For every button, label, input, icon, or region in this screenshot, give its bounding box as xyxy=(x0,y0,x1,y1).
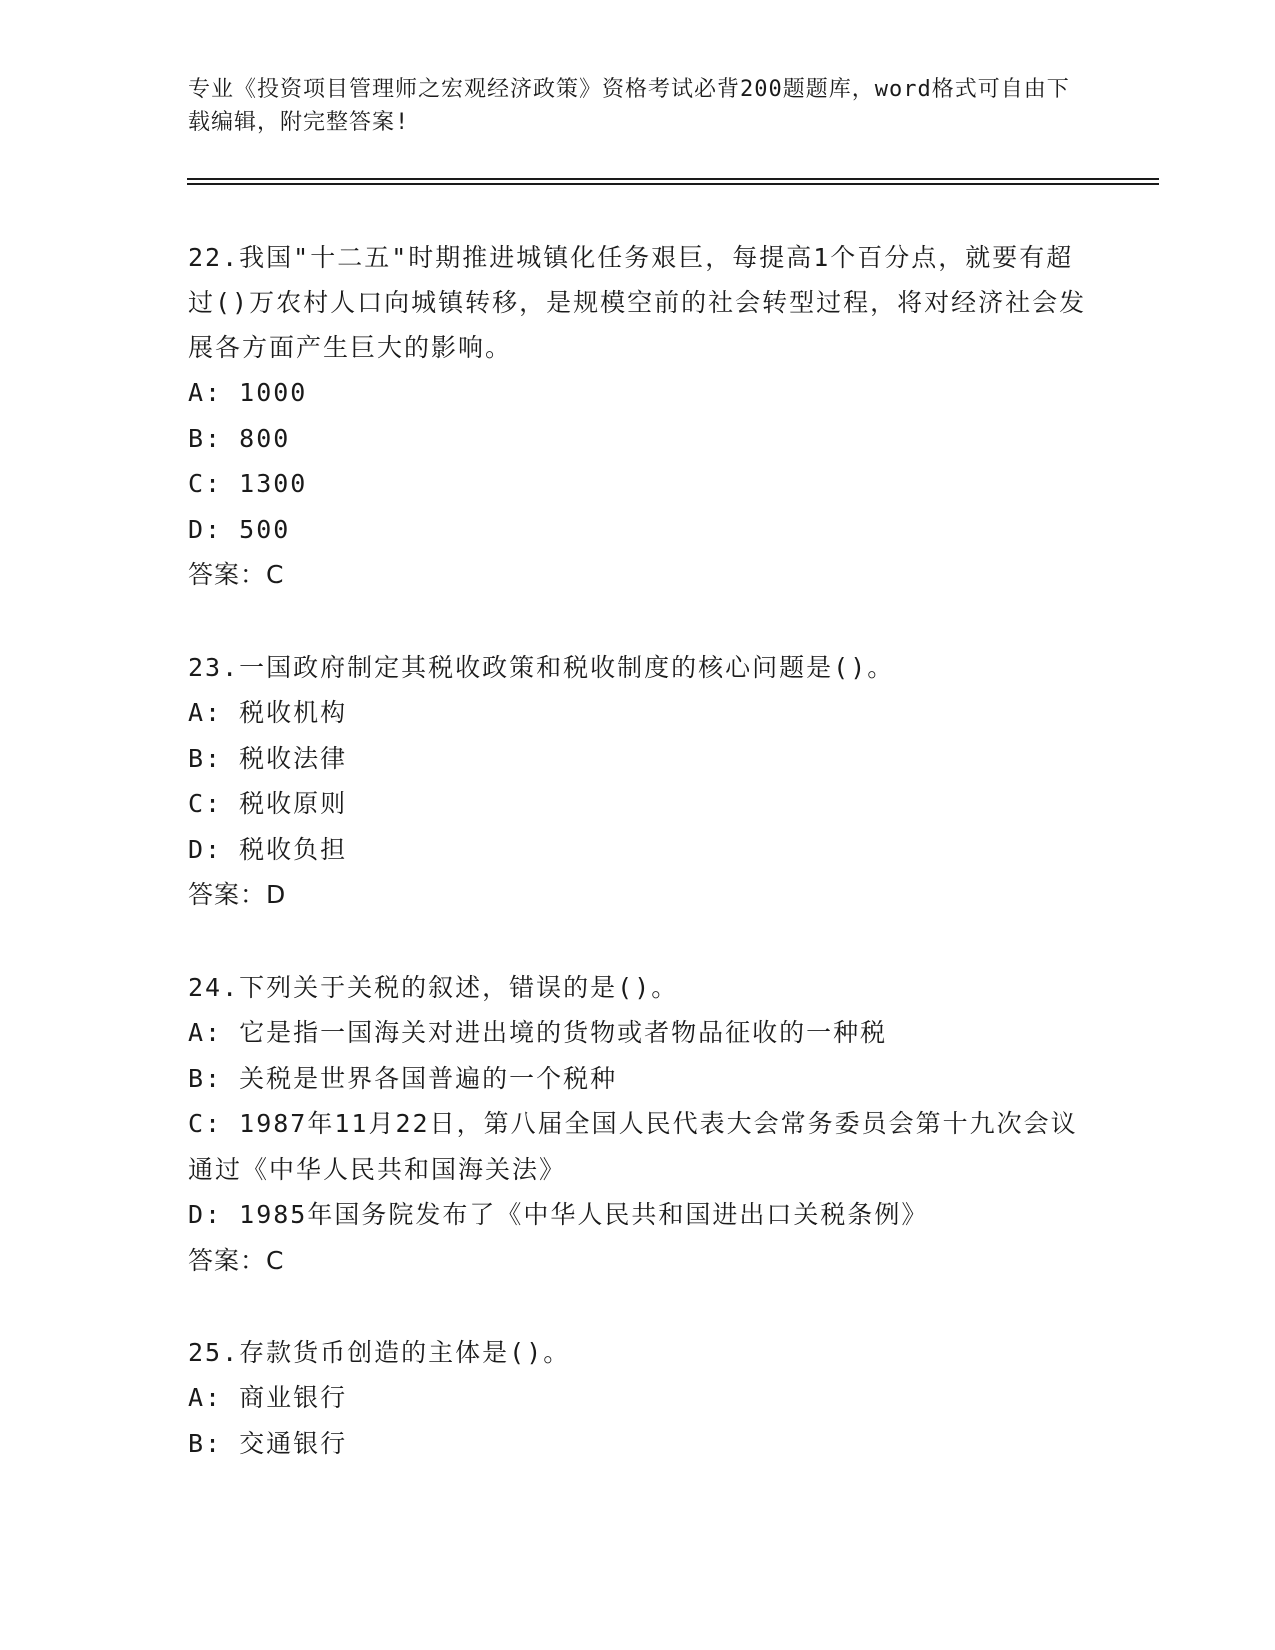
answer: 答案：C xyxy=(188,560,285,589)
question-stem: 24.下列关于关税的叙述，错误的是()。 xyxy=(188,973,679,1002)
answer: 答案：D xyxy=(188,880,287,909)
question-24 xyxy=(188,965,1088,1284)
option-d: D: 1985年国务院发布了《中华人民共和国进出口关税条例》 xyxy=(188,1200,929,1229)
option-d: D: 500 xyxy=(188,514,291,544)
option-b: B: 800 xyxy=(188,423,291,453)
option-a: A: 商业银行 xyxy=(188,1383,348,1412)
option-b: B: 税收法律 xyxy=(188,743,348,773)
header-divider-bottom xyxy=(187,183,1159,185)
question-22 xyxy=(188,235,1088,598)
option-c: C: 1300 xyxy=(188,469,308,498)
option-c: C: 税收原则 xyxy=(188,789,348,818)
question-stem: 23.一国政府制定其税收政策和税收制度的核心问题是()。 xyxy=(188,653,895,682)
question-stem: 25.存款货币创造的主体是()。 xyxy=(188,1338,571,1367)
option-a: A: 它是指一国海关对进出境的货物或者物品征收的一种税 xyxy=(188,1018,888,1047)
option-b: B: 交通银行 xyxy=(188,1428,348,1458)
option-c: C: 1987年11月22日，第八届全国人民代表大会常务委员会第十九次会议通过《中华人民共和国海关法》 xyxy=(188,1109,1078,1184)
option-a: A: 1000 xyxy=(188,378,308,407)
question-stem: 22.我国"十二五"时期推进城镇化任务艰巨，每提高1个百分点，就要有超过()万农村人口向城镇转移，是规模空前的社会转型过程，将对经济社会发展各方面产生巨大的影响。 xyxy=(188,243,1087,362)
option-b: B: 关税是世界各国普遍的一个税种 xyxy=(188,1063,618,1093)
option-d: D: 税收负担 xyxy=(188,834,348,864)
question-25 xyxy=(188,1330,1088,1466)
option-a: A: 税收机构 xyxy=(188,698,348,727)
answer: 答案：C xyxy=(188,1245,285,1275)
document-intro: 专业《投资项目管理师之宏观经济政策》资格考试必背200题题库，word格式可自由下载编辑，附完整答案! xyxy=(188,77,1070,135)
header-divider-top xyxy=(187,178,1159,180)
question-23 xyxy=(188,645,1088,918)
